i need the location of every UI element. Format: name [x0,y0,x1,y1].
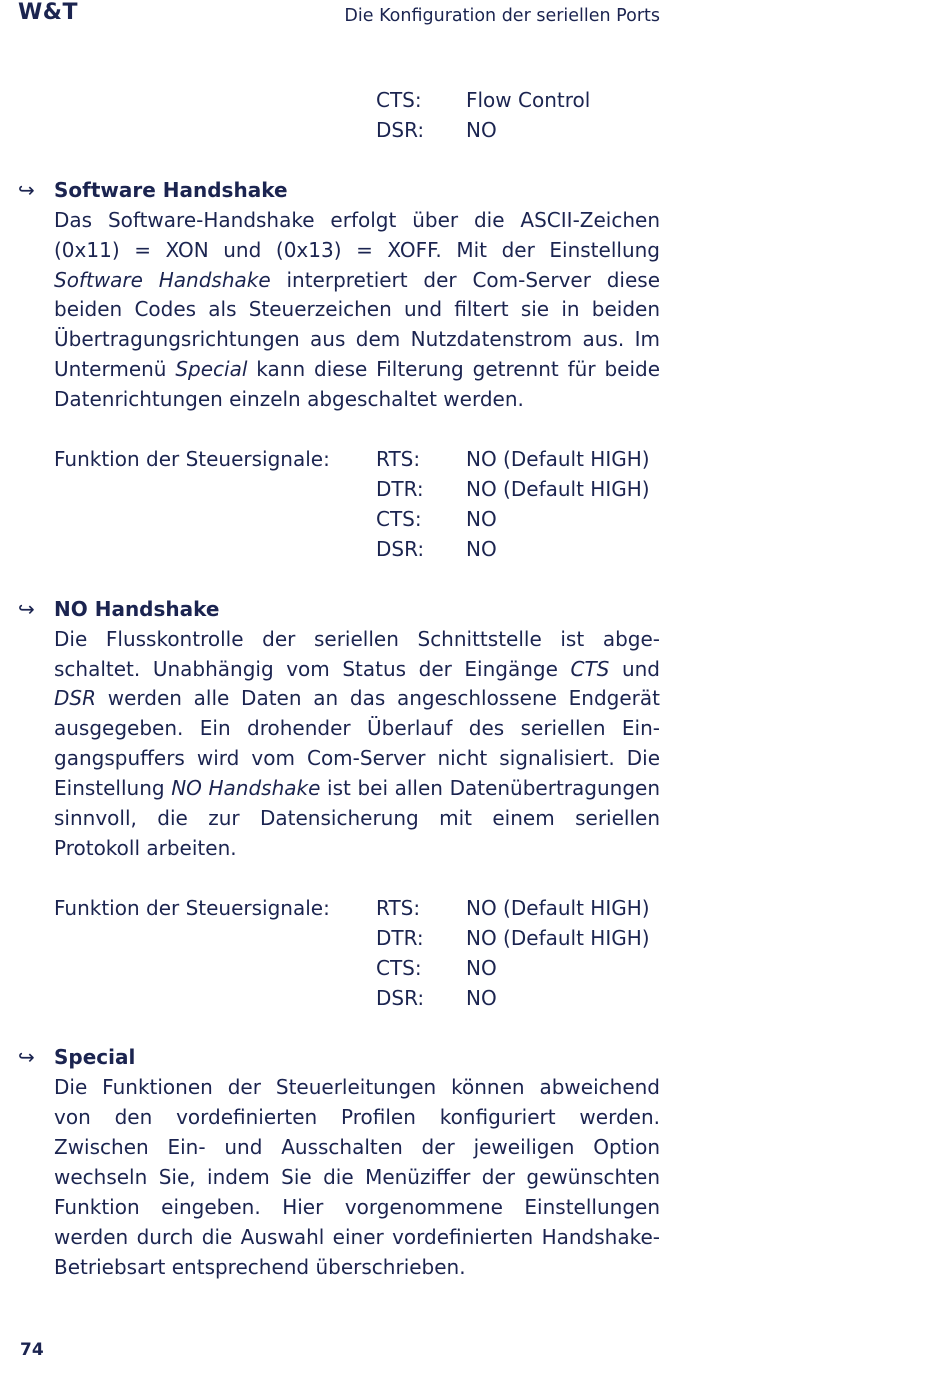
signal-value: NO [466,985,497,1010]
signal-table [54,894,650,1014]
signal-value: NO [466,117,497,142]
signal-row [54,984,650,1014]
section-paragraph [54,206,660,415]
text-run: Das Software-Handshake erfolgt über die ASCII-Zeichen (0x11) = XON und (0x13) = XOFF. Mit der Einstellung [54,207,660,262]
signal-row [54,86,590,116]
signal-name: DTR: [376,925,424,950]
section-title: Special [54,1045,136,1070]
section-paragraph [54,1073,660,1282]
text-run: und [609,656,661,681]
emphasized-text: DSR [54,686,96,711]
section [18,595,661,1014]
signal-row [54,954,650,984]
emphasized-text: Special [175,357,248,382]
signal-name: RTS: [376,895,421,920]
signal-row [54,116,590,146]
emphasized-text: NO Handshake [171,776,321,801]
signal-name: CTS: [376,88,422,112]
signal-label [54,954,376,984]
text-run: ist bei allen Datenübertragungen sinnvoll, die zur Datensicherung mit einem seriellen Protokoll arbeiten. [54,776,660,860]
running-head: Die Konfiguration der seriellen Ports [344,6,660,26]
signal-value: Flow Control [466,88,591,112]
section [18,1043,660,1282]
emphasized-text: Software Handshake [54,267,271,292]
signal-value: NO [466,536,497,561]
signal-row [54,475,650,505]
text-run: Die Flusskontrolle der seriellen Schnittstelle ist abgeschaltet. Unabhängig vom Status der Eingänge [54,626,660,681]
text-run: werden alle Daten an das angeschlossene Endgerät ausgegeben. Ein drohender Überlauf des seriellen Eingangspuffers wird vom Com-Server nicht signalisiert. Die Einstellung [54,686,660,801]
signal-value: NO (Default HIGH) [466,925,650,950]
brand-logo: W&T [18,0,78,25]
signal-label [54,505,376,535]
signal-row [54,924,650,954]
intro-signal-table [54,86,590,146]
hook-arrow-icon: ↪ [18,596,35,621]
text-run: interpretiert der Com-Server diese beiden Codes als Steuerzeichen und filtert sie in beiden Übertragungsrichtungen aus dem Nutzdatenstrom aus. Im Untermenü [54,267,661,382]
signal-name: DTR: [376,476,424,501]
section-paragraph [54,625,660,864]
text-run: kann diese Filterung getrennt für beide Datenrichtungen einzeln abgeschaltet werden. [54,357,661,412]
hook-arrow-icon: ↪ [18,177,35,202]
signal-row [54,505,650,535]
signal-row [54,535,650,565]
page-number: 74 [20,1340,44,1360]
signal-name: DSR: [376,536,425,561]
signal-name: RTS: [376,447,421,472]
emphasized-text: CTS [570,656,610,681]
signal-value: NO (Default HIGH) [466,447,650,472]
signal-label: Funktion der Steuersignale: [54,447,330,472]
signal-name: DSR: [376,985,425,1010]
section [18,176,661,565]
signal-label [54,924,376,954]
signal-label [54,86,376,116]
signal-label [54,984,376,1014]
signal-name: CTS: [376,955,422,980]
signal-value: NO [466,506,497,531]
signal-value: NO [466,955,497,980]
signal-value: NO (Default HIGH) [466,476,650,501]
signal-row [54,894,650,924]
signal-label [54,475,376,505]
signal-table [54,445,650,565]
text-run: Die Funktionen der Steuerleitungen können abweichend von den vordefinierten Profilen konfiguriert werden. Zwischen Ein- und Ausschalten der jeweiligen Option wechseln Sie, indem Sie die Menüziffer der gewünschten Funktion eingeben. Hier vorgenommene Einstellungen werden durch die Auswahl einer vordefinierten Handshake-Betriebsart entsprechend überschrieben. [54,1075,660,1279]
signal-row [54,445,650,475]
signal-label [54,116,376,146]
signal-label [54,535,376,565]
signal-name: CTS: [376,506,422,531]
signal-label: Funktion der Steuersignale: [54,895,330,920]
sections-container [18,176,661,1283]
page-content [18,86,661,1283]
signal-name: DSR: [376,117,425,142]
section-title: NO Handshake [54,596,220,621]
section-title: Software Handshake [54,177,288,202]
hook-arrow-icon: ↪ [18,1045,35,1070]
signal-value: NO (Default HIGH) [466,895,650,920]
